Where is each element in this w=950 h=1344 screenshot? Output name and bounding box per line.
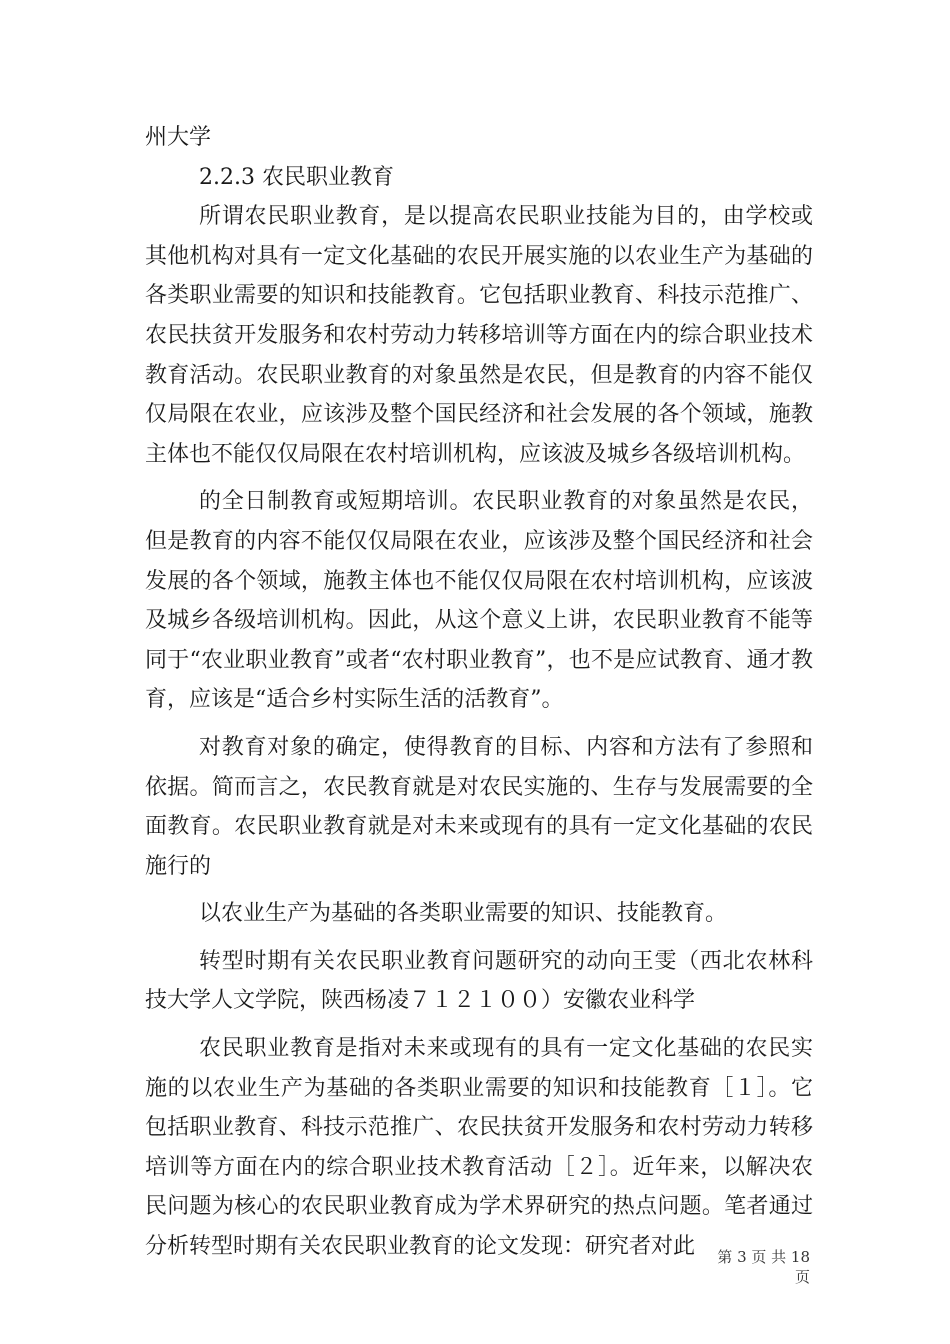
paragraph: 以农业生产为基础的各类职业需要的知识、技能教育。 [199, 901, 728, 927]
page-number: 第 3 页 共 18 页 [717, 1248, 810, 1286]
paragraph: 所谓农民职业教育，是以提高农民职业技能为目的，由学校或其他机构对具有一定文化基础的农民开展实施的以农业生产为基础的各类职业需要的知识和技能教育。它包括职业教育、科技示范推广、农民扶贫开发服务和农村劳动力转移培训等方面在内的综合职业技术教育活动。农民职业教育的对象虽然是农民，但是教育的内容不能仅仅局限在农业，应该涉及整个国民经济和社会发展的各个领域，施教主体也不能仅仅局限在农村培训机构，应该波及城乡各级培训机构。 [145, 204, 813, 467]
paragraph: 对教育对象的确定，使得教育的目标、内容和方法有了参照和依据。简而言之，农民教育就是对农民实施的、生存与发展需要的全面教育。农民职业教育就是对未来或现有的具有一定文化基础的农民施行的 [145, 734, 813, 879]
body-text [145, 118, 813, 1267]
citation-paragraph: 转型时期有关农民职业教育问题研究的动向王雯（西北农林科技大学人文学院，陕西杨凌７１２１００）安徽农业科学 [145, 948, 813, 1014]
paragraph-continuation: 州大学 [145, 125, 212, 150]
paragraph: 的全日制教育或短期培训。农民职业教育的对象虽然是农民，但是教育的内容不能仅仅局限在农业，应该涉及整个国民经济和社会发展的各个领域，施教主体也不能仅仅局限在农村培训机构，应该波及城乡各级培训机构。因此，从这个意义上讲，农民职业教育不能等同于“农业职业教育”或者“农村职业教育”，也不是应试教育、通才教育，应该是“适合乡村实际生活的活教育”。 [145, 489, 813, 713]
section-heading: 2.2.3 农民职业教育 [199, 164, 394, 190]
paragraph: 农民职业教育是指对未来或现有的具有一定文化基础的农民实施的以农业生产为基础的各类职业需要的知识和技能教育［１］。它包括职业教育、科技示范推广、农民扶贫开发服务和农村劳动力转移培训等方面在内的综合职业技术教育活动［２］。近年来，以解决农民问题为核心的农民职业教育成为学术界研究的热点问题。笔者通过分析转型时期有关农民职业教育的论文发现：研究者对此 [145, 1036, 813, 1260]
